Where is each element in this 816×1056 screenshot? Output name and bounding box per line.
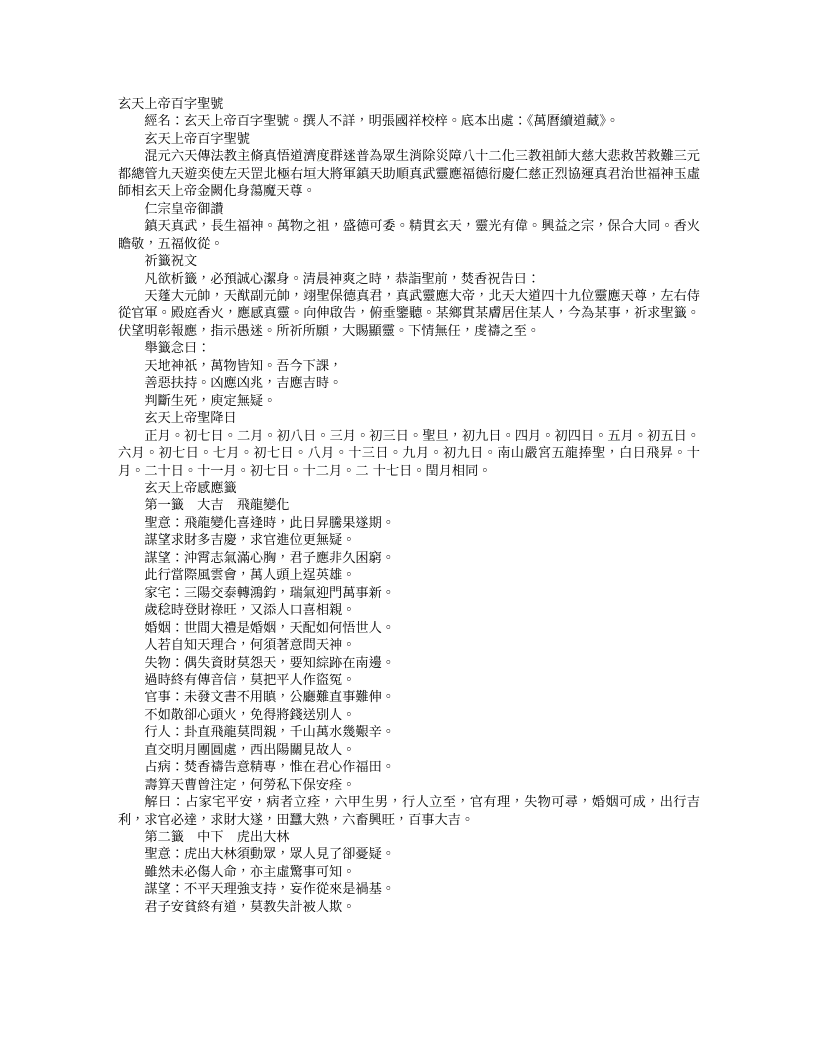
section-heading-qiqian: 祈籤祝文	[144, 254, 198, 270]
document-body	[118, 96, 700, 916]
qian-2-shengyi-2: 雖然未必傷人命，亦主虛驚事可知。	[144, 864, 356, 880]
juqian-verse-1: 天地神祇，萬物皆知。吾今下課，	[144, 358, 343, 374]
qian-1-heading: 第一籤 大吉 飛龍變化	[144, 498, 290, 514]
qian-1-xingren-1: 行人：卦直飛龍莫問親，千山萬水幾艱辛。	[144, 725, 395, 741]
renzong-eulogy: 鎮天真武，長生福神。萬物之祖，盛德可委。精貫玄天，靈光有偉。興益之宗，保合大同。香火瞻敬，五福攸從。	[118, 219, 700, 252]
qiqian-intro: 凡欲析籤，必預誠心潔身。清晨神爽之時，恭詣聖前，焚香祝告曰：	[144, 271, 541, 287]
qian-1-hunyin-2: 人若自知天理合，何須著意問天神。	[144, 638, 356, 654]
qian-2-shengyi-1: 聖意：虎出大林須動眾，眾人見了卻憂疑。	[144, 847, 395, 863]
qian-1-jieyue: 解曰：占家宅平安，病者立痊，六甲生男，行人立至，官有理，失物可尋，婚姻可成，出行吉利，求官必達，求財大遂，田蠶大熟，六畜興旺，百事大吉。	[118, 795, 700, 828]
qian-1-guanshi-1: 官事：未發文書不用瞋，公廳難直事難伸。	[144, 690, 395, 706]
section-heading-baizi: 玄天上帝百字聖號	[144, 131, 250, 147]
qian-1-jiazhai-1: 家宅：三陽交泰轉鴻鈞，瑞氣迎門萬事新。	[144, 585, 395, 601]
bibliographic-note: 經名：玄天上帝百字聖號。撰人不詳，明張國祥校梓。底本出處：《萬曆續道藏》。	[144, 114, 620, 130]
qian-1-xingren-2: 直交明月團圓處，西出陽關見故人。	[144, 742, 356, 758]
qian-2-mouwang-2: 君子安貧終有道，莫教失計被人欺。	[144, 899, 356, 915]
juqian-lead: 舉籤念曰：	[144, 341, 211, 357]
qian-1-zhanbing-2: 壽算天曹曾注定，何勞私下保安痊。	[144, 777, 356, 793]
qian-1-shiwu-2: 過時終有傳音信，莫把平人作盜冤。	[144, 672, 356, 688]
qian-2-heading: 第二籤 中下 虎出大林	[144, 830, 290, 846]
section-heading-jiangri: 玄天上帝聖降日	[144, 411, 237, 427]
section-heading-renzong: 仁宗皇帝御讚	[144, 201, 224, 217]
jiangri-body: 正月。初七日。二月。初八日。三月。初三日。聖旦，初九日。四月。初四日。五月。初五日。六月。初七日。七月。初七日。八月。十三日。九月。初九日。南山嚴宮五龍捧聖，白日飛昇。十月。二十日。十一月。初七日。十二月。二 十七日。閏月相同。	[118, 428, 700, 479]
qian-1-shiwu-1: 失物：偶失資財莫怨天，要知綜跡在南邊。	[144, 655, 395, 671]
qian-1-shengyi-2: 謀望求財多吉慶，求官進位更無疑。	[144, 533, 356, 549]
qian-1-guanshi-2: 不如散卻心頭火，免得將錢送別人。	[144, 707, 356, 723]
qian-1-shengyi-1: 聖意：飛龍變化喜逢時，此日昇騰果遂期。	[144, 515, 395, 531]
baizi-shenghao-body: 混元六天傳法教主脩真悟道濟度群迷普為眾生消除災障八十二化三教祖師大慈大悲救苦救難三元都總管九天遊奕使左天罡北極右垣大將軍鎮天助順真武靈應福德衍慶仁慈正烈協運真君治世福神玉虛師相玄天上帝金闕化身蕩魔天尊。	[118, 149, 700, 200]
qian-2-mouwang-1: 謀望：不平天理強支持，妄作從來是禍基。	[144, 882, 395, 898]
qian-1-mouwang-1: 謀望：沖霄志氣滿心胸，君子應非久困窮。	[144, 550, 395, 566]
qian-1-mouwang-2: 此行當際風雲會，萬人頭上逞英雄。	[144, 568, 356, 584]
section-heading-ganyingqian: 玄天上帝感應籤	[144, 480, 237, 496]
juqian-verse-3: 判斷生死，庾定無疑。	[144, 393, 277, 409]
qian-1-hunyin-1: 婚姻：世間大禮是婚姻，天配如何悟世人。	[144, 620, 395, 636]
qiqian-invocation: 天蓬大元帥，天猷副元帥，翊聖保德真君，真武靈應大帝，北天大道四十九位靈應天尊，左右侍從官軍。殿庭香火，應感真靈。向伸啟告，俯垂鑒聽。某鄉貫某膚居住某人，今為某事，祈求聖籤。伏望明彰報應，指示愚迷。所祈所願，大賜顯靈。下情無任，虔禱之至。	[118, 288, 700, 339]
title-main: 玄天上帝百字聖號	[118, 97, 224, 112]
qian-1-zhanbing-1: 占病：焚香禱告意精專，惟在君心作福田。	[144, 760, 395, 776]
qian-1-jiazhai-2: 歲稔時登財祿旺，又添人口喜相親。	[144, 603, 356, 619]
juqian-verse-2: 善惡扶持。凶應凶兆，吉應吉時。	[144, 376, 343, 392]
